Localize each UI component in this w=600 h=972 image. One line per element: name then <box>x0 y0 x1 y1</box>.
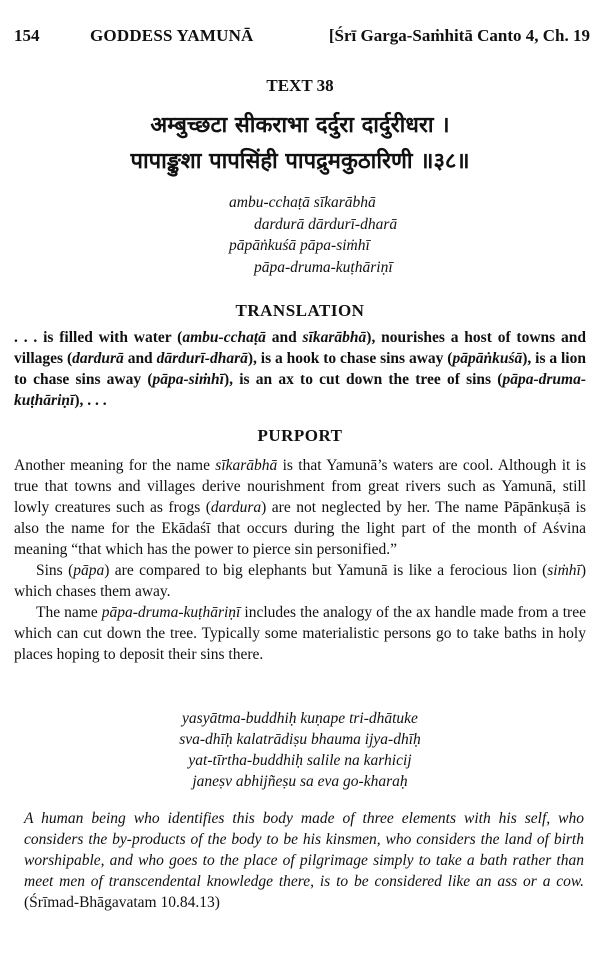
translation-segment: and <box>265 329 303 346</box>
translation-segment: ), nourishes a host of towns and villages ( <box>14 329 586 367</box>
translation-segment: ), is a lion to chase sins away ( <box>14 350 586 388</box>
citation: (Śrīmad-Bhāgavatam 10.84.13) <box>24 894 220 911</box>
purport-text <box>14 455 586 665</box>
purport-segment: Another meaning for the name <box>14 457 216 474</box>
verse-line-2: sva-dhīḥ kalatrādiṣu bhauma ijya-dhīḥ <box>179 731 421 748</box>
book-title: GODDESS YAMUNĀ <box>90 26 254 45</box>
translation-segment: and <box>123 350 157 367</box>
purport-segment: Sins ( <box>36 562 74 579</box>
translation-text <box>14 327 586 411</box>
purport-paragraph-1 <box>14 455 586 560</box>
translation-segment: ), is a hook to chase sins away ( <box>247 350 453 367</box>
purport-segment: ) which chases them away. <box>14 562 586 600</box>
sanskrit-term: sīkarābhā <box>302 329 367 346</box>
sanskrit-term: dardurā <box>72 350 124 367</box>
running-header <box>14 26 590 52</box>
verse-translation <box>24 808 584 913</box>
sanskrit-term: dārdurī-dharā <box>156 350 248 367</box>
devanagari-line-1: अम्बुच्छटा सीकराभा दर्दुरा दार्दुरीधरा । <box>150 113 450 138</box>
sanskrit-term: ambu-cchaṭā <box>182 329 266 346</box>
verse-line-1: yasyātma-buddhiḥ kuṇape tri-dhātuke <box>182 710 418 727</box>
text-number: TEXT 38 <box>266 76 334 95</box>
purport-segment: The name <box>36 604 102 621</box>
verse-line-4: janeṣv abhijñeṣu sa eva go-kharaḥ <box>192 773 408 790</box>
transliteration-line-2: dardurā dārdurī-dharā <box>254 215 398 233</box>
quoted-verse <box>0 708 600 792</box>
sanskrit-term: pāpa <box>73 562 105 579</box>
sanskrit-term: pāpāṅkuśā <box>452 350 523 367</box>
sanskrit-term: pāpa-druma-kuṭhāriṇī <box>14 371 586 409</box>
purport-segment: includes the analogy of the ax handle made from a tree which can cut down the tree. Typically some materialistic persons go to take baths in holy places hoping to deposit their sins there. <box>14 604 586 663</box>
sanskrit-term: pāpa-druma-kuṭhāriṇī <box>101 604 241 621</box>
transliteration-line-1: ambu-cchaṭā sīkarābhā <box>229 194 376 211</box>
devanagari-line-2: पापाङ्कुशा पापसिंही पापद्रुमकुठारिणी ॥३८॥ <box>130 149 470 174</box>
sanskrit-term: sīkarābhā <box>215 457 278 474</box>
translation-segment: ), . . . <box>74 392 107 409</box>
translation-heading: TRANSLATION <box>235 301 365 320</box>
transliteration-line-3: pāpāṅkuśā pāpa-siṁhī <box>229 237 370 254</box>
purport-heading: PURPORT <box>257 426 343 445</box>
transliteration-line-4: pāpa-druma-kuṭhāriṇī <box>254 258 393 276</box>
verse-translation-text: A human being who identifies this body made of three elements with his self, who considers the by-products of the body to be his kinsmen, who considers the land of birth worshipable, and who goes to the place of pilgrimage simply to take a bath rather than meet men of transcendental knowledge there, is to be considered like an ass or a cow. <box>24 810 584 890</box>
purport-paragraph-3 <box>14 602 586 665</box>
translation-segment: ), is an ax to cut down the tree of sins ( <box>223 371 503 388</box>
sanskrit-term: pāpa-siṁhī <box>152 371 224 388</box>
translation-segment: . . . is filled with water ( <box>14 329 183 346</box>
transliteration <box>0 192 600 278</box>
chapter-reference: [Śrī Garga-Saṁhitā Canto 4, Ch. 19 <box>328 26 590 45</box>
purport-segment: ) are compared to big elephants but Yamunā is like a ferocious lion ( <box>104 562 548 579</box>
verse-line-3: yat-tīrtha-buddhiḥ salile na karhicij <box>188 752 412 769</box>
purport-segment: ) are not neglected by her. The name Pāpānkuṣā is also the name for the Ekādaśī that occurs during the light part of the month of Aśvina meaning “that which has the power to pierce sin personified.” <box>14 499 586 558</box>
page-number: 154 <box>14 26 40 45</box>
purport-paragraph-2 <box>14 560 586 602</box>
purport-segment: is that Yamunā’s waters are cool. Although it is true that towns and villages derive nourishment from great rivers such as Yamunā, still lowly creatures such as frogs ( <box>14 457 586 516</box>
sanskrit-term: dardura <box>210 499 262 516</box>
sanskrit-term: siṁhī <box>547 562 581 579</box>
